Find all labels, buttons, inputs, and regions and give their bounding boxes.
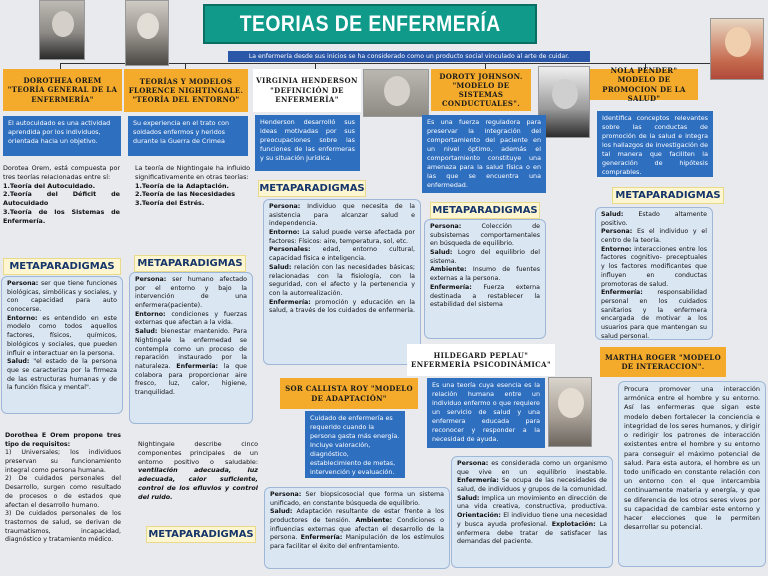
orem-photo	[39, 0, 85, 60]
nightingale-summary: Su experiencia en el trato con soldados enfermos y heridos durante la Guerra de Crimea	[128, 116, 248, 156]
johnson-metaparadigms: Persona: Colección de subsistemas comportamentales en búsqueda de equilibrio. Salud: Logro del equilibrio del sistema. Ambiente: Insumo de fuentes externas a la persona. Enfermería: Fuerza externa destinada a restablecer la estabilidad del sistema	[424, 219, 546, 339]
peplau-header: HILDEGARD PEPLAU" ENFERMERÍA PSICODINÁMICA"	[407, 344, 555, 376]
johnson-summary: Es una fuerza reguladora para preservar la integración del comportamiento del paciente en un nivel óptimo, además el comportamiento constituye una amenaza para la salud física o en las que se encuentra una enfermedad.	[422, 115, 546, 193]
pender-metaparadigms: Salud: Estado altamente positivo. Persona: Es el individuo y el centro de la teoría. Entorno: interacciones entre los factores cognitivo- preceptuales y los factores modificantes que influyen en conductas promotoras de salud. Enfermería: responsabilidad personal en los cuidados sanitarios y la enfermera encargada de motivar a los usuarios para que mantengan su salud personal.	[595, 207, 713, 340]
roy-header: SOR CALLISTA ROY "MODELO DE ADAPTACIÓN"	[280, 378, 418, 409]
peplau-photo	[548, 377, 592, 447]
orem-metaparadigm-label: METAPARADIGMAS	[3, 258, 121, 275]
nightingale-theories: La teoría de Nightingale ha influido significativamente en otras teorías: 1.Teoría de la Adaptación. 2.Teoría de las Necesidades 3.Teoría del Estrés.	[135, 164, 250, 208]
pender-header: NOLA PENDER" MODELO DE PROMOCION DE LA SALUD"	[590, 69, 698, 100]
orem-theories: Dorotea Orem, está compuesta por tres teorías relacionadas entre sí: 1.Teoría del Autocuidado. 2.Teoría del Déficit de Autocuidado 3.Teoría de los Sistemas de Enfermería.	[3, 164, 120, 225]
henderson-summary: Henderson desarrolló sus ideas motivadas por sus preocupaciones sobre las funciones de las enfermeras y su situación jurídica.	[255, 115, 360, 171]
rogers-description: Procura promover una interacción armónica entre el hombre y su entorno. Así las enfermeras que sigan este modelo deben fortalecer la conciencia e integridad de los seres humanos, y dirigir o redirigir los patrones de interacción existentes entre el hombre y su entorno para conseguir el máximo potencial de salud. Para esta autora, el hombre es un todo unificado en constante relación con un entorno con el que intercambia continuamente materia y energía, y que se diferencia de los otros seres vivos por su capacidad de cambiar este entorno y hacer elecciones que le permiten desarrollar su potencial.	[618, 381, 766, 567]
pender-photo	[710, 18, 764, 80]
pender-summary: Identifica conceptos relevantes sobre las conductas de promoción de la salud e integra los hallazgos de investigación de tal manera que faciliten la generación de hipótesis comprables.	[597, 111, 713, 177]
orem-header: DOROTHEA OREM "TEORÍA GENERAL DE LA ENFERMERÍA"	[3, 69, 122, 111]
henderson-metaparadigm-label: METAPARADIGMAS	[258, 180, 366, 197]
orem-summary: El autocuidado es una actividad aprendida por los individuos, orientada hacia un objetivo.	[3, 116, 121, 156]
title-banner	[203, 4, 537, 44]
pender-metaparadigm-label: METAPARADIGMAS	[612, 187, 724, 204]
subtitle-bar	[228, 51, 590, 62]
roy-metaparadigms: Persona: Ser biopsicosocial que forma un sistema unificado, en constante búsqueda de equilibrio. Salud: Adaptación resultante de estar frente a los productores de tensión. Ambiente: Condiciones o influencias externas que afectan el desarrollo de la persona. Enfermería: Manipulación de los estímulos para facilitar el éxito del enfrentamiento.	[264, 487, 450, 569]
peplau-metaparadigms: Persona: es considerada como un organismo que vive en un equilibrio inestable. Enfermería: Se ocupa de las necesidades de salud, de individuos y grupos de la comunidad. Salud: Implica un movimiento en dirección de una vida creativa, constructiva, productiva. Orientación: El individuo tiene una necesidad y busca ayuda profesional. Explotación: La enfermera debe tratar de satisfacer las demandas del paciente.	[451, 456, 613, 568]
orem-requirements: Dorothea E Orem propone tres tipo de requisitos: 1) Universales; los individuos preservan su funcionamiento integral como persona humana. 2) De cuidados personales del Desarrollo, surgen como resultado de procesos o de estados que afectan el desarrollo humano. 3) De cuidados personales de los trastornos de salud, se derivan de traumatismos, incapacidad, diagnóstico y tratamiento médico.	[1, 430, 125, 547]
subtitle: La enfermería desde sus inicios se ha considerado como un producto social vinculado al arte de cuidar.	[248, 53, 570, 60]
roy-summary: Cuidado de enfermería es requerido cuando la persona gasta más energía. Incluye valoración, diagnóstico, establecimiento de metas, intervención y evaluación.	[305, 411, 405, 478]
henderson-photo	[363, 69, 429, 117]
nightingale-principles: Nightingale describe cinco componentes principales de un entorno positivo o saludable: ventilación adecuada, luz adecuada, calor suficiente, control de los efluvios y control del ruido.	[138, 440, 258, 501]
nightingale-metaparadigm-label: METAPARADIGMAS	[134, 255, 246, 272]
johnson-metaparadigm-label: METAPARADIGMAS	[430, 202, 540, 219]
nightingale-metaparadigm-label-2: METAPARADIGMAS	[146, 526, 256, 543]
orem-metaparadigms: Persona: ser que tiene funciones biológicas, simbólicas y sociales, y con capacidad para auto conocerse. Entorno: es entendido en este modelo como todos aquellos factores, físicos, químicos, biológicos y sociales, que pueden influir e interactuar en la persona. Salud: "el estado de la persona que se caracteriza por la firmeza de las estructuras humanas y de la función física y mental".	[1, 276, 123, 414]
peplau-summary: Es una teoría cuya esencia es la relación humana entre un individuo enfermo o que requiere un servicio de salud y una enfermera educada para reconocer y responder a la necesidad de ayuda.	[427, 378, 545, 448]
page-title: TEORIAS DE ENFERMERÍA	[239, 11, 501, 36]
nightingale-metaparadigms: Persona: ser humano afectado por el entorno y bajo la intervención de una enfermera(paciente). Entorno: condiciones y fuerzas externas que afectan a la vida. Salud: bienestar mantenido. Para Nightingale la enfermedad se contempla como un proceso de reparación instaurado por la naturaleza. Enfermería: la que colabora para proporcionar aire fresco, luz, calor, higiene, tranquilidad.	[129, 272, 253, 424]
henderson-metaparadigms: Persona: Individuo que necesita de la asistencia para alcanzar salud e independencia. Entorno: La salud puede verse afectada por factores: Físicos: aire, temperatura, sol, etc. Personales: edad, entorno cultural, capacidad física e inteligencia. Salud: relación con las necesidades básicas; relacionadas con la fisiología, con la seguridad, con el afecto y la pertenencia y con la autorrealización. Enfermería: promoción y educación en la salud, a través de los cuidados de enfermería.	[263, 199, 421, 365]
johnson-header: DOROTY JOHNSON. "MODELO DE SISTEMAS CONDUCTUALES".	[431, 69, 531, 111]
nightingale-header: TEORÍAS Y MODELOS FLORENCE NIGHTINGALE. "TEORÍA DEL ENTORNO"	[124, 69, 248, 112]
rogers-header: MARTHA ROGER "MODELO DE INTERACCION".	[600, 347, 726, 377]
henderson-header: VIRGINIA HENDERSON "DEFINICIÓN DE ENFERMERÍA"	[253, 69, 361, 112]
nightingale-photo	[125, 0, 169, 66]
